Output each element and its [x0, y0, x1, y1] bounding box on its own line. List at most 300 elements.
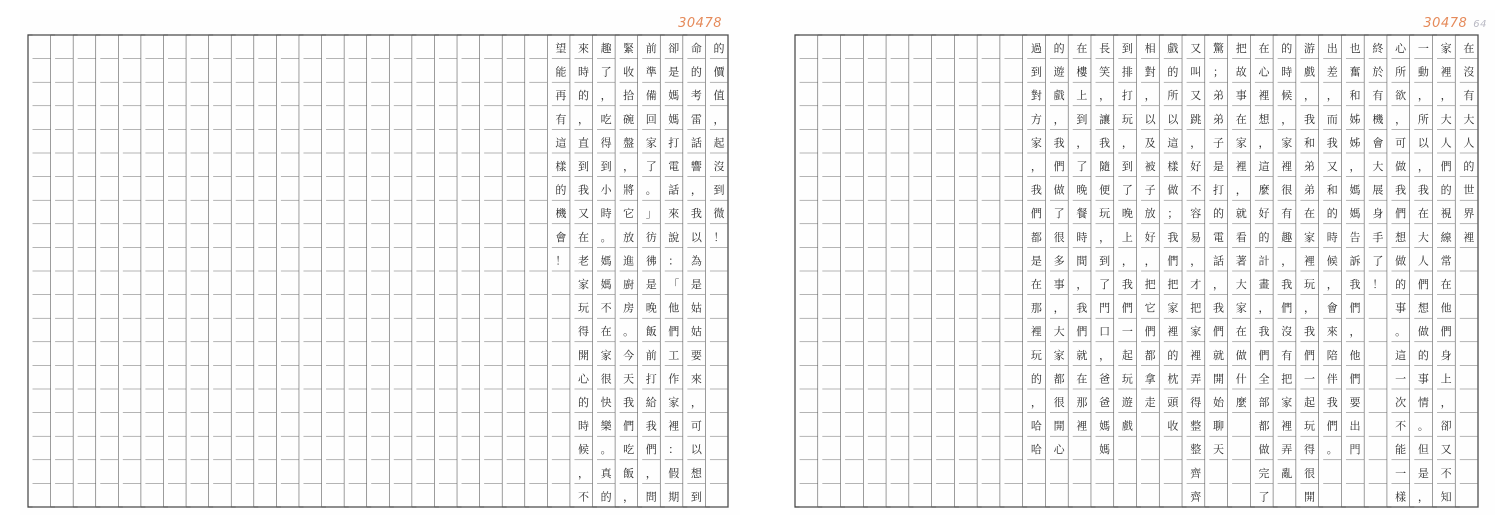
- left-handwritten-character: 拾: [623, 89, 635, 103]
- right-handwritten-character: 家: [1190, 325, 1202, 339]
- right-handwritten-character: 大: [1463, 112, 1475, 126]
- right-handwritten-character: 一: [1304, 372, 1316, 386]
- right-handwritten-character: ，: [1349, 325, 1361, 339]
- left-handwritten-character: 真: [600, 466, 612, 480]
- right-handwritten-character: 以: [1144, 112, 1156, 126]
- right-handwritten-character: 又: [1440, 443, 1452, 457]
- right-handwritten-character: 子: [1144, 183, 1156, 197]
- right-handwritten-character: 動: [1417, 65, 1429, 79]
- right-handwritten-character: 裡: [1235, 159, 1247, 173]
- right-handwritten-character: 戲: [1121, 419, 1133, 433]
- left-handwritten-character: 們: [645, 443, 657, 457]
- right-handwritten-character: 玩: [1304, 419, 1316, 433]
- right-handwritten-character: 的: [1212, 207, 1224, 221]
- left-handwritten-character: 前: [645, 41, 657, 55]
- right-handwritten-character: 就: [1076, 348, 1088, 362]
- right-handwritten-character: 門: [1349, 443, 1361, 457]
- left-handwritten-character: 作: [668, 372, 680, 386]
- right-handwritten-character: 收: [1167, 419, 1179, 433]
- left-handwritten-character: 家: [577, 277, 589, 291]
- left-handwritten-character: 起: [713, 136, 725, 150]
- right-handwritten-character: ，: [1417, 159, 1429, 173]
- left-handwritten-character: 打: [668, 136, 680, 150]
- right-handwritten-character: 玩: [1304, 277, 1316, 291]
- right-handwritten-character: 做: [1395, 254, 1407, 268]
- right-handwritten-character: 讓: [1099, 112, 1111, 126]
- right-handwritten-character: 哈: [1030, 443, 1042, 457]
- right-handwritten-character: 到: [1099, 254, 1111, 268]
- left-handwritten-character: 回: [645, 112, 657, 126]
- right-handwritten-character: 了: [1372, 254, 1384, 268]
- right-handwritten-character: 有: [1372, 89, 1384, 103]
- left-handwritten-character: 的: [577, 395, 589, 409]
- right-handwritten-character: ，: [1076, 136, 1088, 150]
- right-handwritten-character: 們: [1304, 348, 1316, 362]
- right-handwritten-character: 把: [1281, 372, 1293, 386]
- right-handwritten-character: 裡: [1281, 159, 1293, 173]
- right-handwritten-character: 被: [1144, 159, 1156, 173]
- right-handwritten-character: 要: [1349, 395, 1361, 409]
- right-handwritten-character: 弟: [1212, 112, 1224, 126]
- right-handwritten-character: 很: [1281, 183, 1293, 197]
- right-handwritten-character: 都: [1030, 230, 1042, 244]
- right-handwritten-character: 奮: [1349, 65, 1361, 79]
- left-handwritten-character: 到: [713, 183, 725, 197]
- left-handwritten-character: ，: [600, 89, 612, 103]
- right-handwritten-character: 長: [1099, 41, 1111, 55]
- right-handwritten-character: 都: [1258, 419, 1270, 433]
- left-handwritten-character: 來: [577, 41, 589, 55]
- right-handwritten-character: ，: [1395, 112, 1407, 126]
- right-handwritten-character: 了: [1053, 207, 1065, 221]
- right-handwritten-character: 把: [1167, 277, 1179, 291]
- right-handwritten-character: ，: [1349, 159, 1361, 173]
- left-handwritten-character: 開: [577, 348, 589, 362]
- right-handwritten-character: 弄: [1190, 372, 1202, 386]
- right-handwritten-character: 做: [1235, 348, 1247, 362]
- left-handwritten-character: ！: [713, 230, 725, 244]
- right-handwritten-character: 戲: [1304, 65, 1316, 79]
- right-handwritten-character: ；: [1212, 65, 1224, 79]
- right-handwritten-character: 枕: [1167, 372, 1179, 386]
- right-handwritten-character: 都: [1144, 348, 1156, 362]
- right-handwritten-character: 計: [1258, 254, 1270, 268]
- right-handwritten-character: 我: [1326, 395, 1338, 409]
- left-handwritten-character: 的: [555, 183, 567, 197]
- left-handwritten-character: 想: [690, 466, 702, 480]
- right-handwritten-character: 排: [1121, 65, 1133, 79]
- right-manuscript-page: [790, 10, 1495, 515]
- left-handwritten-character: 廚: [623, 277, 635, 291]
- right-handwritten-character: 這: [1395, 348, 1407, 362]
- left-handwritten-character: 樂: [600, 419, 612, 433]
- left-handwritten-character: 我: [690, 207, 702, 221]
- right-handwritten-character: 的: [1167, 65, 1179, 79]
- right-handwritten-character: 們: [1076, 325, 1088, 339]
- left-handwritten-character: 將: [623, 183, 635, 197]
- right-handwritten-character: 樣: [1167, 159, 1179, 173]
- right-handwritten-character: 我: [1326, 136, 1338, 150]
- right-handwritten-character: 媽: [1349, 207, 1361, 221]
- right-handwritten-character: 我: [1212, 301, 1224, 315]
- right-handwritten-character: 都: [1053, 372, 1065, 386]
- right-handwritten-character: 也: [1349, 41, 1361, 55]
- right-handwritten-character: 我: [1258, 325, 1270, 339]
- left-handwritten-character: 工: [668, 348, 680, 362]
- left-handwritten-character: 趣: [600, 41, 612, 55]
- left-handwritten-character: 機: [555, 207, 567, 221]
- right-handwritten-character: 大: [1372, 159, 1384, 173]
- left-handwritten-character: 飯: [623, 466, 635, 480]
- left-handwritten-character: 碗: [623, 112, 635, 126]
- left-handwritten-character: ，: [690, 395, 702, 409]
- right-handwritten-character: 差: [1326, 65, 1338, 79]
- right-handwritten-character: 的: [1326, 207, 1338, 221]
- left-handwritten-character: ，: [623, 490, 635, 504]
- right-handwritten-character: 而: [1326, 112, 1338, 126]
- right-handwritten-character: 到: [1121, 41, 1133, 55]
- left-handwritten-character: 姑: [690, 325, 702, 339]
- right-handwritten-character: 麼: [1258, 183, 1270, 197]
- left-handwritten-character: 吃: [600, 112, 612, 126]
- right-handwritten-character: 得: [1190, 395, 1202, 409]
- left-handwritten-character: 電: [668, 159, 680, 173]
- right-handwritten-character: ，: [1121, 254, 1133, 268]
- right-handwritten-character: 們: [1440, 325, 1452, 339]
- right-handwritten-character: 玩: [1121, 372, 1133, 386]
- right-handwritten-character: 姊: [1349, 136, 1361, 150]
- right-handwritten-character: 驚: [1212, 41, 1224, 55]
- left-handwritten-character: 我: [623, 395, 635, 409]
- left-handwritten-character: ：: [668, 254, 680, 268]
- right-handwritten-character: 到: [1030, 65, 1042, 79]
- right-handwritten-character: 大: [1417, 230, 1429, 244]
- right-handwritten-character: 裡: [1440, 65, 1452, 79]
- left-handwritten-character: 卻: [668, 41, 680, 55]
- right-handwritten-character: 很: [1053, 395, 1065, 409]
- right-handwritten-character: 我: [1076, 301, 1088, 315]
- right-handwritten-character: 訴: [1349, 254, 1361, 268]
- right-handwritten-character: ，: [1304, 89, 1316, 103]
- right-handwritten-character: ，: [1190, 254, 1202, 268]
- right-handwritten-character: 事: [1395, 301, 1407, 315]
- right-handwritten-character: 們: [1212, 325, 1224, 339]
- left-handwritten-character: 進: [623, 254, 635, 268]
- right-handwritten-character: 有: [1463, 89, 1475, 103]
- left-handwritten-character: 放: [623, 230, 635, 244]
- right-handwritten-character: 它: [1144, 301, 1156, 315]
- right-handwritten-character: 這: [1167, 136, 1179, 150]
- right-handwritten-character: ，: [1281, 112, 1293, 126]
- right-handwritten-character: 在: [1463, 41, 1475, 55]
- right-handwritten-character: ，: [1030, 395, 1042, 409]
- right-handwritten-character: 著: [1235, 254, 1247, 268]
- right-handwritten-character: 相: [1144, 41, 1156, 55]
- right-handwritten-character: 在: [1235, 112, 1247, 126]
- left-handwritten-character: ，: [645, 466, 657, 480]
- right-handwritten-character: 了: [1076, 159, 1088, 173]
- left-handwritten-character: 到: [690, 490, 702, 504]
- left-handwritten-character: 的: [577, 89, 589, 103]
- right-handwritten-character: 起: [1121, 348, 1133, 362]
- right-handwritten-character: 事: [1417, 372, 1429, 386]
- left-handwritten-character: 在: [577, 230, 589, 244]
- right-handwritten-character: 家: [1281, 136, 1293, 150]
- left-handwritten-character: 收: [623, 65, 635, 79]
- right-handwritten-character: 對: [1144, 65, 1156, 79]
- right-handwritten-character: 裡: [1258, 89, 1270, 103]
- right-handwritten-character: 人: [1417, 254, 1429, 268]
- right-handwritten-character: ，: [1235, 183, 1247, 197]
- left-handwritten-character: 姑: [690, 301, 702, 315]
- left-handwritten-character: 媽: [668, 89, 680, 103]
- left-handwritten-character: 媽: [668, 112, 680, 126]
- right-handwritten-character: 出: [1326, 41, 1338, 55]
- right-handwritten-character: 爸: [1099, 395, 1111, 409]
- right-handwritten-character: 才: [1190, 277, 1202, 291]
- right-handwritten-character: 打: [1121, 89, 1133, 103]
- left-handwritten-character: 時: [600, 207, 612, 221]
- right-handwritten-character: ，: [1099, 89, 1111, 103]
- left-handwritten-character: 晚: [645, 301, 657, 315]
- right-handwritten-character: 人: [1463, 136, 1475, 150]
- right-handwritten-character: 候: [1326, 254, 1338, 268]
- right-handwritten-character: 部: [1258, 395, 1270, 409]
- right-handwritten-character: 弟: [1304, 183, 1316, 197]
- right-handwritten-character: 裡: [1304, 254, 1316, 268]
- right-handwritten-character: 過: [1030, 41, 1042, 55]
- right-handwritten-character: 終: [1372, 41, 1384, 55]
- left-handwritten-character: 期: [668, 490, 680, 504]
- right-handwritten-character: 做: [1258, 443, 1270, 457]
- right-handwritten-character: 在: [1076, 41, 1088, 55]
- right-handwritten-character: 我: [1053, 136, 1065, 150]
- right-handwritten-character: 始: [1212, 395, 1224, 409]
- right-handwritten-character: 一: [1395, 372, 1407, 386]
- right-handwritten-character: 做: [1417, 325, 1429, 339]
- right-handwritten-character: 他: [1440, 301, 1452, 315]
- left-handwritten-character: 這: [555, 136, 567, 150]
- right-handwritten-character: 們: [1349, 372, 1361, 386]
- right-handwritten-character: 告: [1349, 230, 1361, 244]
- page-number: 30478: [678, 16, 722, 31]
- right-handwritten-character: 們: [1417, 277, 1429, 291]
- left-handwritten-character: 飯: [645, 325, 657, 339]
- left-handwritten-character: 雷: [690, 112, 702, 126]
- right-handwritten-character: 想: [1417, 301, 1429, 315]
- right-handwritten-character: 開: [1304, 490, 1316, 504]
- right-handwritten-character: 爸: [1099, 372, 1111, 386]
- right-handwritten-character: 了: [1258, 490, 1270, 504]
- right-handwritten-character: 好: [1144, 230, 1156, 244]
- left-handwritten-character: 盤: [623, 136, 635, 150]
- right-handwritten-character: ，: [1121, 136, 1133, 150]
- right-handwritten-character: 上: [1121, 230, 1133, 244]
- right-handwritten-character: 們: [1030, 207, 1042, 221]
- left-handwritten-character: 「: [668, 277, 680, 291]
- right-handwritten-character: 情: [1417, 395, 1429, 409]
- right-handwritten-character: 所: [1417, 112, 1429, 126]
- right-handwritten-character: 身: [1372, 207, 1384, 221]
- right-handwritten-character: 姊: [1349, 112, 1361, 126]
- right-handwritten-character: 趣: [1281, 230, 1293, 244]
- right-handwritten-character: 方: [1030, 112, 1042, 126]
- right-handwritten-character: 好: [1258, 207, 1270, 221]
- left-handwritten-character: 準: [645, 65, 657, 79]
- right-handwritten-character: 心: [1395, 41, 1407, 55]
- right-handwritten-character: 玩: [1121, 112, 1133, 126]
- right-handwritten-character: 得: [1304, 443, 1316, 457]
- left-handwritten-character: 樣: [555, 159, 567, 173]
- left-handwritten-character: 」: [645, 207, 657, 221]
- right-handwritten-character: 於: [1372, 65, 1384, 79]
- right-handwritten-character: 好: [1190, 159, 1202, 173]
- right-handwritten-character: ，: [1212, 277, 1224, 291]
- right-handwritten-character: 口: [1099, 325, 1111, 339]
- right-handwritten-character: 線: [1440, 230, 1452, 244]
- right-handwritten-character: 在: [1076, 372, 1088, 386]
- right-handwritten-character: 頭: [1167, 395, 1179, 409]
- right-handwritten-character: 人: [1440, 136, 1452, 150]
- right-handwritten-character: 時: [1076, 230, 1088, 244]
- right-handwritten-character: 我: [1304, 325, 1316, 339]
- right-handwritten-character: 打: [1212, 183, 1224, 197]
- right-handwritten-character: 開: [1212, 372, 1224, 386]
- right-handwritten-character: 伴: [1326, 372, 1338, 386]
- right-handwritten-character: 大: [1235, 277, 1247, 291]
- right-handwritten-character: ，: [1190, 136, 1202, 150]
- right-handwritten-character: 所: [1395, 65, 1407, 79]
- right-handwritten-character: 便: [1099, 183, 1111, 197]
- right-handwritten-character: 我: [1030, 183, 1042, 197]
- right-handwritten-character: 們: [1395, 207, 1407, 221]
- right-handwritten-character: 樓: [1076, 65, 1088, 79]
- right-handwritten-character: 的: [1395, 277, 1407, 291]
- right-handwritten-character: 時: [1326, 230, 1338, 244]
- right-handwritten-character: ，: [1281, 254, 1293, 268]
- right-handwritten-character: ！: [1372, 277, 1384, 291]
- right-handwritten-character: 想: [1395, 230, 1407, 244]
- left-handwritten-character: 沒: [713, 159, 725, 173]
- left-handwritten-character: ，: [577, 112, 589, 126]
- right-handwritten-character: 在: [1440, 277, 1452, 291]
- right-handwritten-character: 一: [1121, 325, 1133, 339]
- left-handwritten-character: ，: [577, 466, 589, 480]
- right-handwritten-character: 放: [1144, 207, 1156, 221]
- right-handwritten-character: 所: [1167, 89, 1179, 103]
- right-handwritten-character: 哈: [1030, 419, 1042, 433]
- right-handwritten-character: 大: [1440, 112, 1452, 126]
- right-handwritten-character: 們: [1258, 348, 1270, 362]
- left-handwritten-character: 。: [600, 443, 612, 457]
- right-handwritten-character: 裡: [1463, 230, 1475, 244]
- right-handwritten-character: 展: [1372, 183, 1384, 197]
- right-handwritten-character: 們: [1121, 301, 1133, 315]
- right-handwritten-character: 話: [1212, 254, 1224, 268]
- left-handwritten-character: 我: [645, 419, 657, 433]
- left-handwritten-character: 快: [600, 395, 612, 409]
- right-handwritten-character: 又: [1190, 41, 1202, 55]
- right-handwritten-character: 很: [1304, 466, 1316, 480]
- left-handwritten-character: 問: [645, 490, 657, 504]
- right-handwritten-character: ，: [1076, 277, 1088, 291]
- left-handwritten-character: 有: [555, 112, 567, 126]
- left-handwritten-character: 可: [690, 419, 702, 433]
- right-handwritten-character: 齊: [1190, 490, 1202, 504]
- left-handwritten-character: 直: [577, 136, 589, 150]
- right-handwritten-character: 及: [1144, 136, 1156, 150]
- right-handwritten-character: 玩: [1030, 348, 1042, 362]
- right-handwritten-character: 一: [1395, 466, 1407, 480]
- right-handwritten-character: 是: [1417, 466, 1429, 480]
- right-handwritten-character: 什: [1235, 372, 1247, 386]
- right-handwritten-character: 在: [1417, 207, 1429, 221]
- right-handwritten-character: 跳: [1190, 112, 1202, 126]
- right-handwritten-character: 看: [1235, 230, 1247, 244]
- right-handwritten-character: 裡: [1167, 325, 1179, 339]
- right-handwritten-character: 就: [1212, 348, 1224, 362]
- left-handwritten-character: 望: [555, 41, 567, 55]
- right-handwritten-character: ，: [1440, 89, 1452, 103]
- right-handwritten-character: 整: [1190, 419, 1202, 433]
- left-handwritten-character: 說: [668, 230, 680, 244]
- right-handwritten-character: 到: [1076, 112, 1088, 126]
- right-handwritten-character: ，: [1144, 89, 1156, 103]
- right-handwritten-character: 了: [1099, 277, 1111, 291]
- right-handwritten-character: 不: [1190, 183, 1202, 197]
- left-handwritten-character: 給: [645, 395, 657, 409]
- right-handwritten-character: 遊: [1121, 395, 1133, 409]
- right-handwritten-character: 很: [1053, 230, 1065, 244]
- right-handwritten-character: ，: [1099, 348, 1111, 362]
- right-handwritten-character: 那: [1030, 301, 1042, 315]
- right-handwritten-character: 把: [1144, 277, 1156, 291]
- left-handwritten-character: 假: [668, 466, 680, 480]
- right-handwritten-character: 能: [1395, 443, 1407, 457]
- right-handwritten-character: 我: [1349, 277, 1361, 291]
- right-handwritten-character: 界: [1463, 207, 1475, 221]
- right-handwritten-character: 和: [1326, 183, 1338, 197]
- right-handwritten-character: ，: [1144, 254, 1156, 268]
- right-handwritten-character: 在: [1235, 325, 1247, 339]
- left-handwritten-character: 為: [690, 254, 702, 268]
- right-handwritten-character: 大: [1053, 325, 1065, 339]
- right-handwritten-character: 沒: [1463, 65, 1475, 79]
- left-handwritten-character: 得: [577, 325, 589, 339]
- left-handwritten-character: 備: [645, 89, 657, 103]
- right-handwritten-character: 一: [1417, 41, 1429, 55]
- right-handwritten-character: 欲: [1395, 89, 1407, 103]
- right-handwritten-character: 身: [1440, 348, 1452, 362]
- right-handwritten-character: 出: [1349, 419, 1361, 433]
- right-handwritten-character: 媽: [1099, 443, 1111, 457]
- left-handwritten-character: 裡: [668, 419, 680, 433]
- right-handwritten-character: 做: [1395, 159, 1407, 173]
- page-number-right: 30478 64: [1423, 16, 1487, 31]
- right-handwritten-character: ，: [1304, 301, 1316, 315]
- right-handwritten-character: 他: [1349, 348, 1361, 362]
- right-handwritten-character: 我: [1121, 277, 1133, 291]
- right-handwritten-character: 間: [1076, 254, 1088, 268]
- right-handwritten-character: 的: [1030, 372, 1042, 386]
- right-handwritten-character: 。: [1395, 325, 1407, 339]
- left-handwritten-character: 是: [690, 277, 702, 291]
- right-handwritten-character: 裡: [1030, 325, 1042, 339]
- right-handwritten-character: 這: [1258, 159, 1270, 173]
- left-handwritten-character: 家: [668, 395, 680, 409]
- right-handwritten-character: 來: [1326, 325, 1338, 339]
- right-handwritten-character: 們: [1053, 159, 1065, 173]
